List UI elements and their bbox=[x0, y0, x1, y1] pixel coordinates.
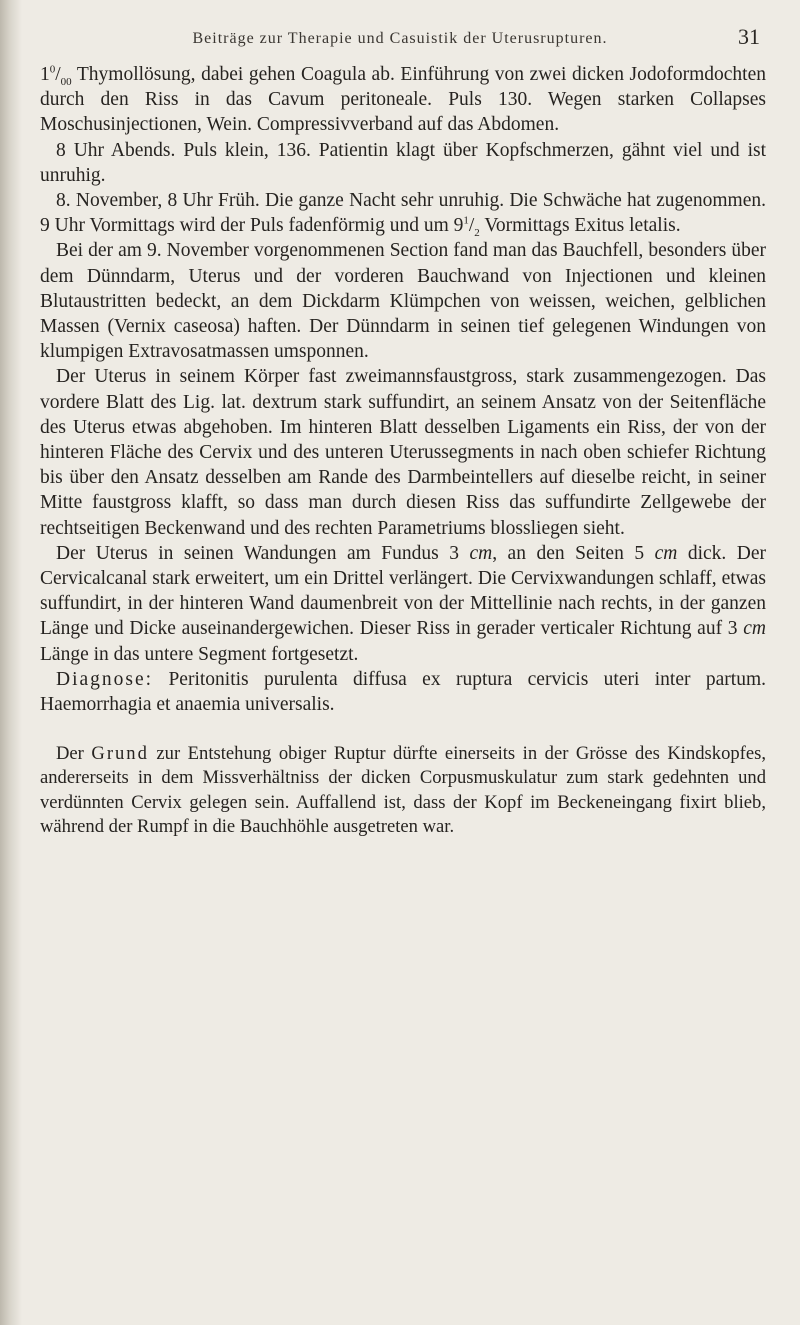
grund-emphasis: Grund bbox=[91, 743, 149, 765]
paragraph-4: Bei der am 9. November vorgenommenen Section fand man das Bauchfell, besonders über dem Dünndarm, Uterus und der vorderen Bauchwand von Injectionen und kleinen Blutaustritten bedeckt, an dem Dickdarm Klümpchen von weissen, weichen, gelblichen Massen (Vernix caseosa) haften. Der Dünndarm in seinen tief gelegenen Windungen von klumpigen Extravosatmassen umsponnen. bbox=[40, 240, 766, 363]
page-binding-shadow bbox=[0, 0, 22, 1325]
book-page bbox=[40, 0, 780, 1325]
paragraph-2: 8 Uhr Abends. Puls klein, 136. Patientin klagt über Kopfschmerzen, gähnt viel und ist unruhig. bbox=[40, 139, 766, 186]
diagnosis-label: Diagnose: bbox=[56, 668, 154, 690]
paragraph-5: Der Uterus in seinem Körper fast zweimannsfaustgross, stark zusammengezogen. Das vordere Blatt des Lig. lat. dextrum stark suffundirt, an seinem Ansatz von der Seitenfläche des Uterus etwas abgehoben. Im hinteren Blatt desselben Ligaments ein Riss, der von der hinteren Fläche des Cervix und des unteren Uterussegments in nach oben schiefer Richtung bis über den Ansatz desselben am Rande des Darmbeintellers auf dieselbe reicht, in seiner Mitte faustgross klafft, so dass man durch diesen Riss das suffundirte Zellgewebe der rechtseitigen Beckenwand und des rechten Parametriums blossliegen sieht. bbox=[40, 366, 766, 539]
body-text bbox=[40, 62, 766, 839]
paragraph-1: $1^0/_{00}$ Thymollösung, dabei gehen Coagula ab. Einführung von zwei dicken Jodoformdochten durch den Riss in das Cavum peritoneale. Puls 130. Wegen starken Collapses Moschusinjectionen, Wein. Compressivverband auf das Abdomen. bbox=[40, 63, 766, 136]
paragraph-6: Der Uterus in seinen Wandungen am Fundus 3 cm, an den Seiten 5 cm dick. Der Cervicalcanal stark erweitert, um ein Drittel verlängert. Die Cervixwandungen schlaff, etwas suffundirt, in der hinteren Wand daumenbreit von der Mittellinie nach rechts, in der ganzen Länge und Dicke auseinandergewichen. Dieser Riss in gerader verticaler Richtung auf 3 cm Länge in das untere Segment fortgesetzt. bbox=[40, 542, 766, 665]
page-number: 31 bbox=[738, 24, 760, 49]
diagnosis-paragraph: Diagnose: Peritonitis purulenta diffusa ex ruptura cervicis uteri inter partum. Haemorrhagia et anaemia universalis. bbox=[40, 668, 766, 716]
paragraph-3: 8. November, 8 Uhr Früh. Die ganze Nacht sehr unruhig. Die Schwäche hat zugenommen. 9 Uhr Vormittags wird der Puls fadenförmig und um $9^1/_2$ Vormittags Exitus letalis. bbox=[40, 190, 766, 240]
paragraph-cause: Der Grund zur Entstehung obiger Ruptur dürfte einerseits in der Grösse des Kindskopfes, andererseits in dem Missverhältniss der dicken Corpusmuskulatur zum stark gedehnten und verdünnten Cervix gelegen sein. Auffallend ist, dass der Kopf im Beckeneingang fixirt blieb, während der Rumpf in die Bauchhöhle ausgetreten war. bbox=[40, 743, 766, 837]
running-title: Beiträge zur Therapie und Casuistik der Uterusrupturen. bbox=[192, 30, 608, 47]
page-header bbox=[40, 24, 760, 54]
